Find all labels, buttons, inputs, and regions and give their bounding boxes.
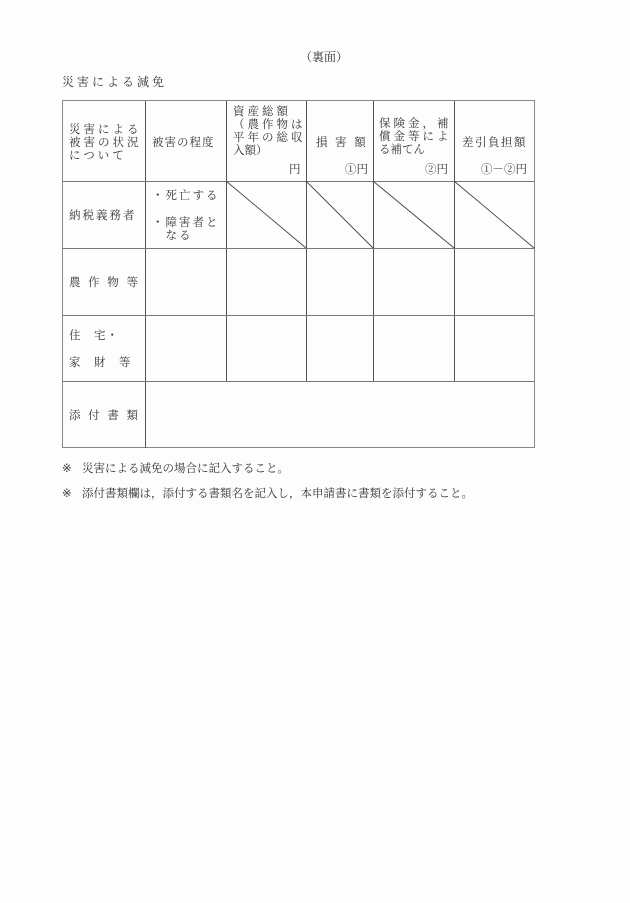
- row-housing-line2: 家 財 等: [69, 355, 132, 369]
- page-side-label: （裏面）: [300, 50, 349, 64]
- header-insurance-line: 償金等によ: [379, 129, 452, 143]
- header-situation-line: 被害の状況: [69, 135, 142, 149]
- note-mark: ※: [62, 461, 72, 475]
- header-insurance-unit: ②円: [425, 162, 448, 176]
- row-divider: [63, 381, 534, 382]
- note-2: [62, 485, 473, 501]
- header-net-burden: 差引負担額: [462, 135, 527, 149]
- header-insurance-line: る補てん: [379, 142, 425, 156]
- header-asset-line: 平年の総収: [233, 130, 306, 144]
- header-asset-total: [233, 105, 306, 157]
- attachments-input-area[interactable]: [147, 383, 533, 447]
- header-asset-line: （農作物は: [233, 117, 306, 131]
- header-insurance-line: 保険金，補: [379, 116, 452, 130]
- note-text: 添付書類欄は，添付する書類名を記入し，本申請書に書類を添付すること。: [82, 486, 473, 500]
- header-damage-unit: ①円: [345, 162, 368, 176]
- header-damage: 損 害 額: [316, 135, 368, 149]
- header-degree: 被害の程度: [152, 135, 215, 149]
- note-mark: ※: [62, 486, 72, 500]
- degree-item-disabled-cont: なる: [152, 228, 193, 242]
- note-text: 災害による減免の場合に記入すること。: [82, 461, 289, 475]
- degree-item-death: ・死亡する: [152, 188, 220, 202]
- row-taxpayer-label: 納税義務者: [69, 208, 137, 222]
- degree-item-disabled: ・障害者と: [152, 215, 220, 229]
- disaster-reduction-table: [62, 100, 535, 448]
- note-1: [62, 460, 289, 476]
- header-asset-line: 資産総額: [233, 104, 291, 118]
- row-divider: [63, 315, 534, 316]
- header-asset-unit: 円: [289, 162, 301, 176]
- header-asset-line: 入額）: [233, 143, 268, 157]
- header-situation-line: について: [69, 148, 127, 162]
- diagonal-strike-lines: [226, 181, 535, 249]
- row-attachments-label: 添 付 書 類: [69, 408, 140, 422]
- row-housing-label: [69, 329, 132, 369]
- row-housing-line1: 住 宅・: [69, 328, 119, 342]
- row-taxpayer-degree: [152, 189, 220, 242]
- section-title: 災害による減免: [62, 75, 168, 89]
- header-insurance: [379, 117, 452, 156]
- col-divider: [145, 101, 146, 448]
- row-crops-label: 農 作 物 等: [69, 275, 140, 289]
- header-situation: [69, 123, 142, 162]
- header-net-burden-unit: ①－②円: [481, 162, 527, 176]
- header-situation-line: 災害による: [69, 122, 142, 136]
